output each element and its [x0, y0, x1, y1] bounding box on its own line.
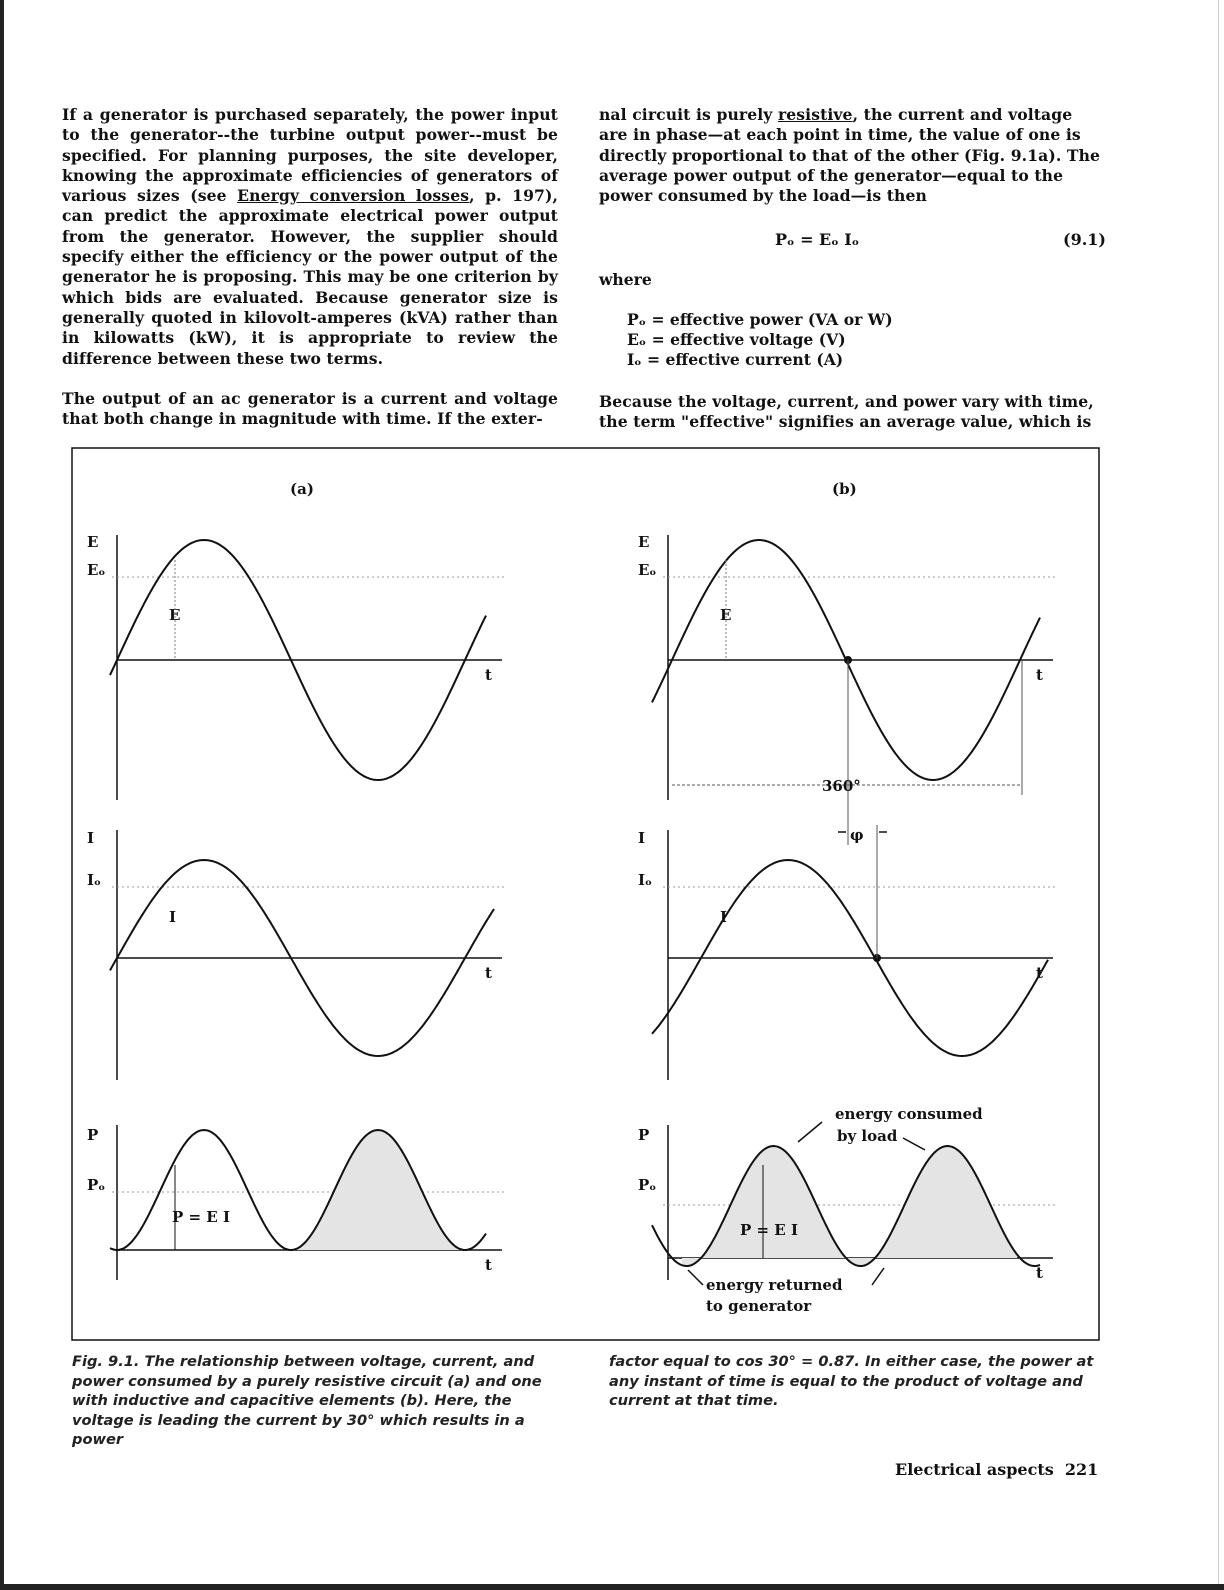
angle-360-label: 360°: [822, 777, 861, 795]
i-curve-label: I: [720, 908, 728, 926]
t-axis-label: t: [485, 666, 492, 684]
i-axis-label: I: [87, 829, 95, 847]
i-curve-label: I: [169, 908, 177, 926]
e-axis-label: E: [638, 533, 650, 551]
page-footer: [895, 1460, 1098, 1479]
phase-label: φ: [850, 826, 864, 844]
energy-consumed-label: by load: [837, 1127, 898, 1145]
definition: Iₒ = effective current (A): [627, 350, 844, 369]
panel-b: [638, 533, 1058, 1285]
t-axis-label: t: [1036, 666, 1043, 684]
where-label: where: [599, 270, 652, 289]
eo-axis-label: Eₒ: [87, 561, 106, 579]
energy-returned-label: to generator: [706, 1297, 812, 1315]
power-curve-label: P = E I: [740, 1221, 798, 1239]
p-axis-label: P: [87, 1126, 99, 1144]
eo-axis-label: Eₒ: [638, 561, 657, 579]
e-curve-label: E: [169, 606, 181, 624]
cross-reference-link[interactable]: Energy conversion losses: [237, 186, 470, 206]
t-axis-label: t: [485, 1256, 492, 1274]
p-axis-label: P: [638, 1126, 650, 1144]
energy-consumed-label: energy consumed: [835, 1105, 983, 1123]
definition: Eₒ = effective voltage (V): [627, 330, 846, 349]
po-axis-label: Pₒ: [638, 1176, 657, 1194]
t-axis-label: t: [1036, 1264, 1043, 1282]
io-axis-label: Iₒ: [638, 871, 653, 889]
figure-caption-left: Fig. 9.1. The relationship between voltage, current, and power consumed by a purely resistive circuit (a) and one with inductive and capacitive elements (b). Here, the voltage is leading the current by 30° which results in a power: [72, 1353, 542, 1448]
text: If a generator is purchased separately, the power input to the generator--the turbine output power--must be specified. For planning purposes, the site developer, knowing the approximate efficiencies of generators of various sizes (see: [62, 105, 558, 206]
equation-number: (9.1): [1063, 230, 1106, 249]
t-axis-label: t: [1036, 964, 1043, 982]
io-axis-label: Iₒ: [87, 871, 102, 889]
page-number: 221: [1064, 1460, 1099, 1479]
power-curve-label: P = E I: [172, 1208, 230, 1226]
definition: Pₒ = effective power (VA or W): [627, 310, 893, 329]
term-resistive: resistive: [777, 105, 853, 124]
paragraph: Because the voltage, current, and power vary with time, the term "effective" signifies an average value, which is: [599, 392, 1094, 432]
energy-returned-label: energy returned: [706, 1276, 843, 1294]
energy-area: [292, 1130, 462, 1250]
panel-a-label: (a): [290, 480, 314, 498]
figure-caption-right: factor equal to cos 30° = 0.87. In either case, the power at any instant of time is equal to the product of voltage and current at that time.: [609, 1353, 1094, 1409]
t-axis-label: t: [485, 964, 492, 982]
text: nal circuit is purely: [599, 105, 778, 124]
i-axis-label: I: [638, 829, 646, 847]
text: , p. 197), can predict the approximate electrical power output from the generator. However, the supplier should specify either the efficiency or the power output of the generator he is proposing. This may be one criterion by which bids are evaluated. Because generator size is generally quoted in kilovolt-amperes (kVA) rather than in kilowatts (kW), it is appropriate to review the difference between these two terms.: [62, 186, 558, 368]
section-title: Electrical aspects: [895, 1460, 1054, 1479]
po-axis-label: Pₒ: [87, 1176, 106, 1194]
paragraph: The output of an ac generator is a current and voltage that both change in magnitude with time. If the exter-: [62, 388, 558, 429]
energy-area: [682, 1146, 1017, 1266]
panel-a: [87, 533, 507, 1280]
e-axis-label: E: [87, 533, 99, 551]
text: , the current and voltage are in phase—at each point in time, the value of one is directly proportional to that of the other (Fig. 9.1a). The average power output of the generator—equal to the power consumed by the load—is then: [599, 105, 1101, 206]
equation: Pₒ = Eₒ Iₒ: [775, 230, 860, 249]
panel-b-label: (b): [832, 480, 857, 498]
e-curve-label: E: [720, 606, 732, 624]
